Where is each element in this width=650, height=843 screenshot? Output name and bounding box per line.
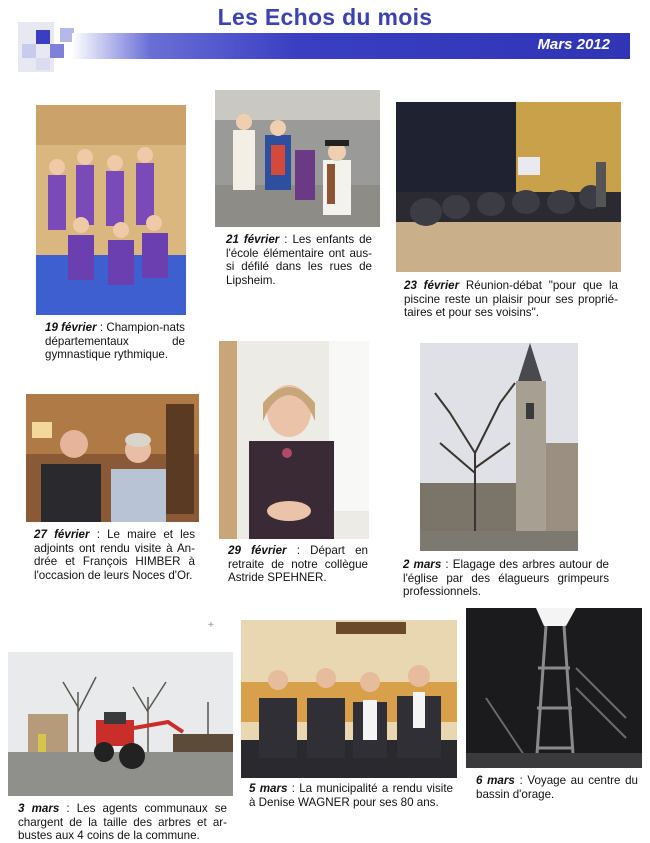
photo-carnival-parade <box>215 90 380 227</box>
caption-text: : Les agents communaux se chargent de la taille des arbres et ar-bustes aux 4 coins de la commune. <box>18 802 227 843</box>
photo-couple-living-room <box>26 394 199 522</box>
caption-2-mars <box>403 558 609 599</box>
caption-date: 3 mars <box>18 802 60 815</box>
photo-gymnastics <box>36 105 186 315</box>
photo-tractor-pruning <box>8 652 233 796</box>
caption-3-mars <box>18 802 227 843</box>
caption-date: 21 février <box>226 233 280 246</box>
caption-date: 6 mars <box>476 774 515 787</box>
caption-date: 27 février <box>34 528 90 541</box>
caption-text: : Champion-nats départementaux de gymnastique rythmique. <box>45 321 185 362</box>
caption-21-fevrier <box>226 233 372 287</box>
photo-storm-basin <box>466 608 642 768</box>
photo-retiree-portrait <box>219 341 369 539</box>
caption-text: : Les enfants de l'école élémentaire ont aus-si défilé dans les rues de Lipsheim. <box>226 233 372 287</box>
photo-birthday-visit <box>241 620 457 778</box>
caption-date: 2 mars <box>403 558 442 571</box>
photo-church-tree <box>420 343 578 551</box>
caption-date: 5 mars <box>249 782 288 795</box>
caption-19-fevrier <box>45 321 185 362</box>
caption-date: 23 février <box>404 279 460 292</box>
caption-text: : Voyage au centre du bassin d'orage. <box>476 774 638 801</box>
caption-date: 29 février <box>228 544 287 557</box>
caption-text: Réunion-débat "pour que la piscine reste un plaisir pour ses proprié-taires et pour ses voisins". <box>404 279 618 320</box>
caption-text: : Elagage des arbres autour de l'église par des élagueurs grimpeurs professionnels. <box>403 558 610 599</box>
caption-27-fevrier <box>34 528 195 582</box>
caption-text: : Le maire et les adjoints ont rendu visite à An-drée et François HIMBER à l'occasion de leurs Noces d'Or. <box>34 528 195 582</box>
caption-text: : La municipalité a rendu visite à Denise WAGNER pour ses 80 ans. <box>249 782 453 809</box>
caption-5-mars <box>249 782 453 809</box>
caption-text: : Départ en retraite de notre collègue Astride SPEHNER. <box>228 544 368 585</box>
photo-meeting-hall <box>396 102 621 272</box>
caption-29-fevrier <box>228 544 368 585</box>
caption-date: 19 février <box>45 321 97 334</box>
caption-6-mars <box>476 774 638 801</box>
issue-date: Mars 2012 <box>537 36 610 53</box>
caption-23-fevrier <box>404 279 618 320</box>
page-title: Les Echos du mois <box>217 4 433 30</box>
registration-mark: + <box>208 620 214 631</box>
